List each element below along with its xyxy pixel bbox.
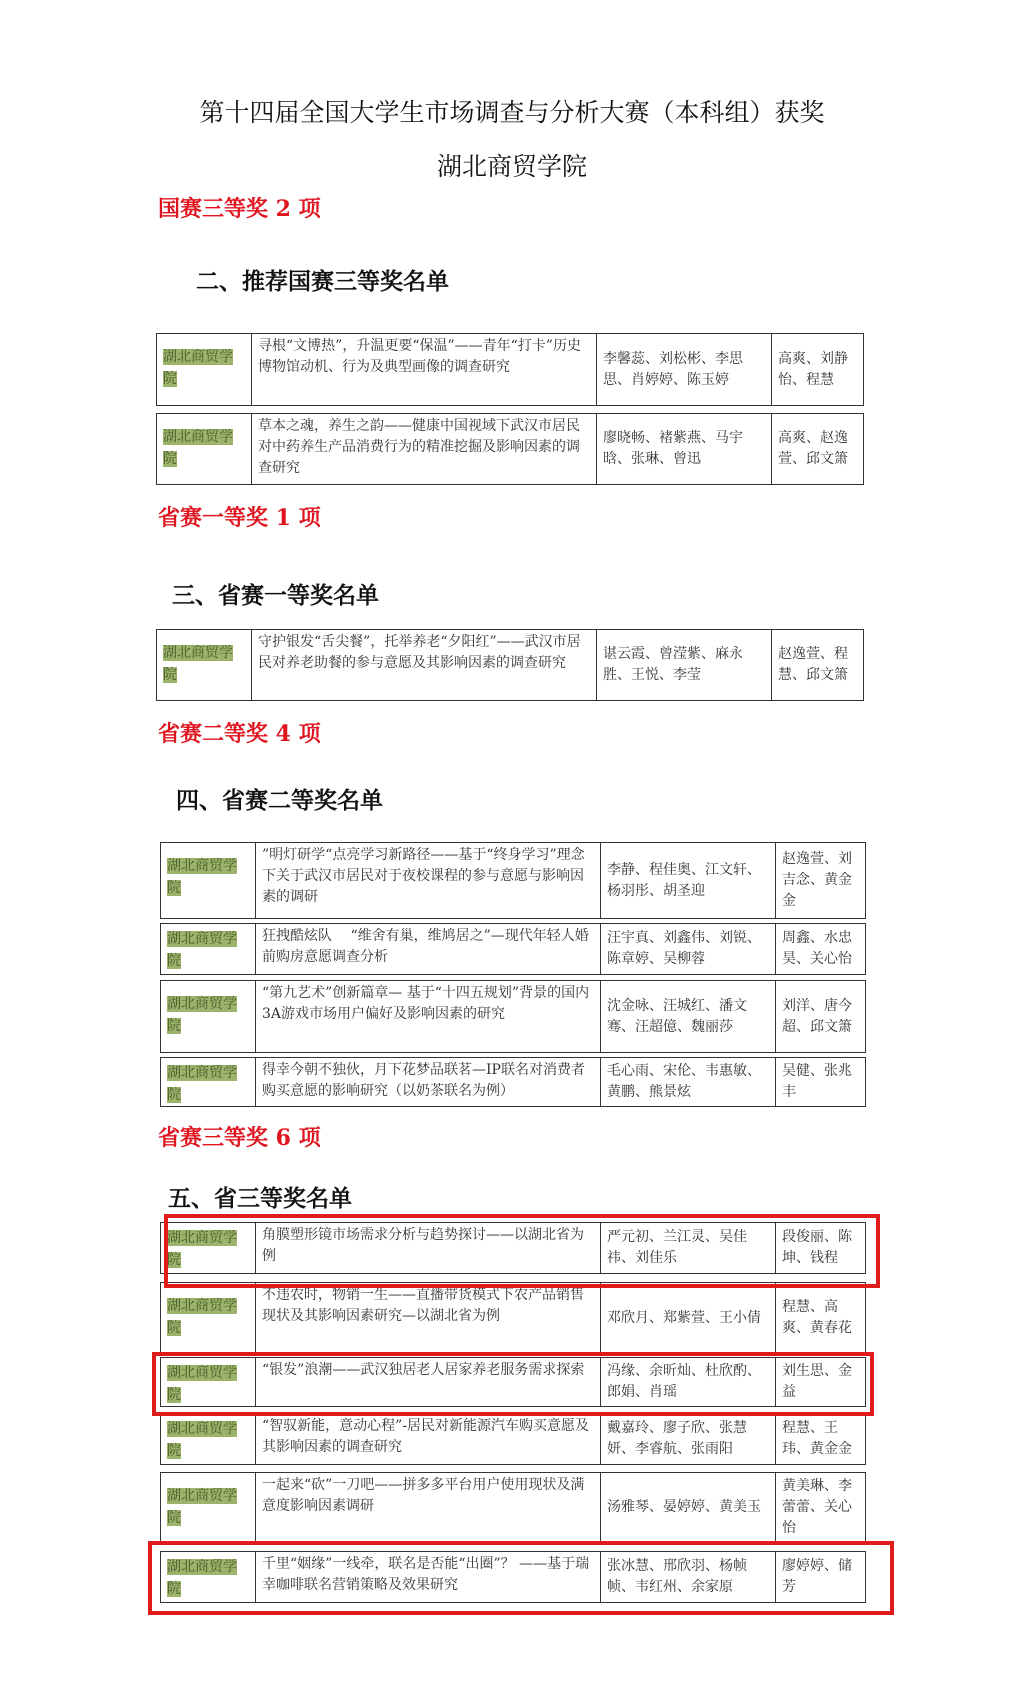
school-cell: 湖北商贸学院 — [161, 1283, 256, 1353]
members-cell: 汪宇真、刘鑫伟、刘锐、陈章婷、吴柳蓉 — [601, 924, 776, 974]
advisor-cell: 高爽、赵逸萱、邱文箫 — [778, 430, 848, 467]
project-title-cell: 狂拽酷炫队 “维舍有巢，维鸠居之”—现代年轻人婚前购房意愿调查分析 — [256, 924, 601, 974]
members-cell: 毛心雨、宋伦、韦惠敏、黄鹏、熊景炫 — [601, 1058, 776, 1106]
members-cell: 邓欣月、郑紫萱、王小倩 — [601, 1283, 776, 1353]
advisor-cell: 刘洋、唐今超、邱文箫 — [782, 997, 852, 1035]
project-title-cell: 得幸今朝不独伙，月下花梦品联茗—IP联名对消费者购买意愿的影响研究（以奶茶联名为例） — [256, 1058, 601, 1106]
school-name: 湖北商贸学院 — [436, 152, 587, 181]
project-title-cell: 角膜塑形镜市场需求分析与趋势探讨——以湖北省为例 — [256, 1223, 601, 1273]
school-cell: 湖北商贸学院 — [161, 1414, 256, 1464]
advisor-cell: 廖婷婷、储芳 — [782, 1558, 852, 1595]
project-title-cell: 一起来“砍”一刀吧——拼多多平台用户使用现状及满意度影响因素调研 — [256, 1473, 601, 1542]
school-cell: 湖北商贸学院 — [161, 981, 256, 1052]
members-cell: 李静、程佳奥、江文轩、杨羽彤、胡圣迎 — [601, 843, 776, 918]
project-title-cell: 寻根“文博热”，升温更要“保温”——青年“打卡”历史博物馆动机、行为及典型画像的调查研究 — [252, 334, 597, 405]
award-provincial-second: 省赛二等奖 4 项 — [158, 721, 321, 747]
advisor-cell: 黄美琳、李蕾蕾、关心怡 — [782, 1478, 852, 1536]
members-cell: 沈金咏、汪城红、潘文骞、汪超億、魏丽莎 — [601, 981, 776, 1052]
highlight-box — [152, 1352, 874, 1416]
table-row — [160, 1282, 866, 1354]
table-row — [160, 842, 866, 919]
table-row — [160, 980, 866, 1053]
members-cell: 张冰慧、邢欣羽、杨帧帧、韦红州、余家原 — [601, 1552, 776, 1602]
school-cell: 湖北商贸学院 — [161, 1473, 256, 1542]
highlight-box — [164, 1214, 880, 1288]
school-cell: 湖北商贸学院 — [157, 334, 252, 405]
members-cell: 汤雅琴、晏婷婷、黄美玉 — [601, 1473, 776, 1542]
advisor-cell: 程慧、高爽、黄春花 — [782, 1299, 852, 1336]
advisor-cell: 刘生思、金益 — [782, 1363, 852, 1400]
advisor-cell: 赵逸萱、刘吉念、黄金金 — [782, 851, 852, 909]
table-row — [156, 333, 864, 406]
school-cell: 湖北商贸学院 — [157, 414, 252, 484]
school-cell: 湖北商贸学院 — [157, 630, 252, 700]
section-heading-4: 四、省赛二等奖名单 — [176, 788, 383, 814]
table-row — [160, 1413, 866, 1465]
school-cell: 湖北商贸学院 — [161, 1058, 256, 1106]
award-provincial-third: 省赛三等奖 6 项 — [158, 1125, 321, 1151]
table-row — [160, 923, 866, 975]
members-cell: 严元初、兰江灵、吴佳祎、刘佳乐 — [601, 1223, 776, 1273]
table-row — [160, 1057, 866, 1107]
document-title: 第十四届全国大学生市场调查与分析大赛（本科组）获奖 — [199, 98, 825, 127]
advisor-cell: 段俊丽、陈坤、钱程 — [782, 1229, 852, 1266]
advisor-cell: 高爽、刘静怡、程慧 — [778, 350, 848, 388]
school-cell: 湖北商贸学院 — [161, 1223, 256, 1273]
members-cell: 谌云霞、曾滢紫、麻永胜、王悦、李莹 — [597, 630, 772, 700]
school-cell: 湖北商贸学院 — [161, 1552, 256, 1602]
table-row — [156, 629, 864, 701]
table-row — [156, 413, 864, 485]
advisor-cell: 程慧、王玮、黄金金 — [782, 1420, 852, 1457]
project-title-cell: “第九艺术”创新篇章— 基于“十四五规划”背景的国内3A游戏市场用户偏好及影响因素的研究 — [256, 981, 601, 1052]
project-title-cell: 草本之魂，养生之韵——健康中国视域下武汉市居民对中药养生产品消费行为的精准挖掘及影响因素的调查研究 — [252, 414, 597, 484]
advisor-cell: 吴健、张兆丰 — [782, 1063, 852, 1100]
section-heading-2: 二、推荐国赛三等奖名单 — [196, 269, 449, 295]
section-heading-5: 五、省三等奖名单 — [168, 1186, 352, 1212]
award-provincial-first: 省赛一等奖 1 项 — [158, 505, 321, 531]
school-cell: 湖北商贸学院 — [161, 843, 256, 918]
project-title-cell: “智驭新能，意动心程”-居民对新能源汽车购买意愿及其影响因素的调查研究 — [256, 1414, 601, 1464]
project-title-cell: “银发”浪潮——武汉独居老人居家养老服务需求探索 — [256, 1358, 601, 1406]
section-heading-3: 三、省赛一等奖名单 — [172, 583, 379, 609]
table-row — [160, 1472, 866, 1543]
members-cell: 戴嘉玲、廖子欣、张慧妍、李睿航、张雨阳 — [601, 1414, 776, 1464]
school-cell: 湖北商贸学院 — [161, 924, 256, 974]
members-cell: 廖晓畅、褚紫燕、马宇晗、张琳、曾迅 — [597, 414, 772, 484]
members-cell: 冯缘、余昕灿、杜欣酌、郎娟、肖瑶 — [601, 1358, 776, 1406]
members-cell: 李馨蕊、刘松彬、李思思、肖婷婷、陈玉婷 — [597, 334, 772, 405]
school-cell: 湖北商贸学院 — [161, 1358, 256, 1406]
project-title-cell: 不违农时，物销一生——直播带货模式下农产品销售现状及其影响因素研究—以湖北省为例 — [256, 1283, 601, 1353]
project-title-cell: 千里“姻缘”一线牵，联名是否能“出圈”？ ——基于瑞幸咖啡联名营销策略及效果研究 — [256, 1552, 601, 1602]
project-title-cell: 守护银发“舌尖餐”，托举养老“夕阳红”——武汉市居民对养老助餐的参与意愿及其影响因素的调查研究 — [252, 630, 597, 700]
advisor-cell: 周鑫、水忠昊、关心怡 — [782, 930, 852, 967]
advisor-cell: 赵逸萱、程慧、邱文箫 — [778, 646, 848, 683]
project-title-cell: ”明灯研学“点亮学习新路径——基于“终身学习”理念下关于武汉市居民对于夜校课程的参与意愿与影响因素的调研 — [256, 843, 601, 918]
highlight-box — [148, 1541, 894, 1615]
award-national-third: 国赛三等奖 2 项 — [158, 196, 321, 222]
